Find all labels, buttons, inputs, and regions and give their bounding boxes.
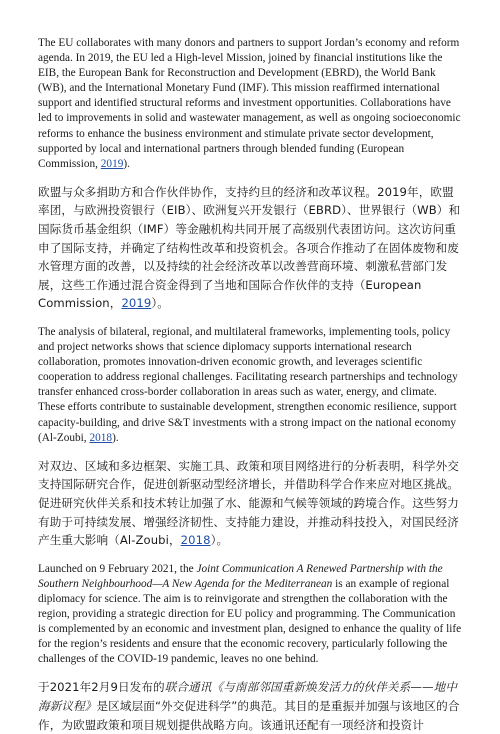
paragraph-text: The EU collaborates with many donors and partners to support Jordan’s economy and reform agenda. In 2019, the EU led a High-level Mission, joined by financial institutions like the EIB, the European Bank for Reconstruction and Development (EBRD), the World Bank (WB), and the International Monetary Fund (IMF). This mission reaffirmed international support and identified structural reforms and investment opportunities. Collaborations have led to improvements in solid and wastewater management, as well as ongoing socioeconomic reforms to enhance the business environment and stimulate private sector development, supported by local and international partners through blended funding (European Commission, xyxy=(38,37,461,170)
paragraph-end: ). xyxy=(123,157,130,170)
paragraph-text: 是区域层面“外交促进科学”的典范。其目的是重振并加强与该地区的合作，为欧盟政策和项目规划提供战略方向。该通讯还配有一项经济和投资计 xyxy=(38,698,460,732)
paragraph-end: ). xyxy=(112,431,119,444)
document-title: 联合通讯《与南部邻国重新焕发活力的伙伴关系——地中海新议程》 xyxy=(38,680,458,713)
paragraph-end: ）。 xyxy=(151,296,169,311)
paragraph-text: 欧盟与众多捐助方和合作伙伴协作，支持约旦的经济和改革议程。2019年，欧盟率团，与欧洲投资银行（EIB）、欧洲复兴开发银行（EBRD）、世界银行（WB）和国际货币基金组织（IMF）等金融机构共同开展了高级别代表团访问。这次访问重申了国际支持，并确定了结构性改革和投资机会。各项合作推动了在固体废物和废水管理方面的改善，以及持续的社会经济改革以改善营商环境、刺激私营部门发展，这些工作通过混合资金得到了当地和国际合作伙伴的支持（European Commission， xyxy=(38,184,461,311)
paragraph-text: 对双边、区域和多边框架、实施工具、政策和项目网络进行的分析表明，科学外交支持国际研究合作，促进创新驱动型经济增长，并借助科学合作来应对地区挑战。促进研究伙伴关系和技术转让加强了水、能源和气候等领域的跨境合作。这些努力有助于可持续发展、增强经济韧性、支持能力建设，并推动科技投入，对国民经济产生重大影响（Al-Zoubi， xyxy=(38,458,459,548)
citation-link[interactable]: 2019 xyxy=(100,157,124,170)
paragraph-en-3 xyxy=(38,562,464,668)
paragraph-text: The analysis of bilateral, regional, and multilateral frameworks, implementing tools, policy and project networks shows that science diplomacy supports international research collaboration, promotes innovation-driven economic growth, and leverages scientific cooperation to address regional challenges. Facilitating research partnerships and technology transfer enhanced cross-border collaboration in areas such as water, energy, and climate. These efforts contribute to sustainable development, strengthen economic resilience, support capacity-building, and drive S&T investments with a strong impact on the national economy (Al-Zoubi, xyxy=(38,326,458,444)
paragraph-text: 于2021年2月9日发布的 xyxy=(38,680,165,695)
citation-link[interactable]: 2019 xyxy=(121,296,152,311)
paragraph-text: is an example of regional diplomacy for science. The aim is to reinvigorate and strengthen the collaboration with the region, providing a strategic direction for EU policy and programming. The Communication is complemented by an economic and investment plan, designed to enhance the quality of life for the region’s residents and ensure that the economic recovery, particularly following the challenges of the COVID-19 pandemic, leaves no one behind. xyxy=(38,577,462,666)
paragraph-en-1 xyxy=(38,36,464,172)
paragraph-text: Launched on 9 February 2021, the xyxy=(38,562,197,575)
paragraph-zh-3 xyxy=(38,678,464,734)
paragraph-end: ）。 xyxy=(210,533,229,548)
citation-link[interactable]: 2018 xyxy=(89,431,113,444)
paragraph-zh-2 xyxy=(38,457,464,550)
paragraph-zh-1 xyxy=(38,183,464,313)
citation-link[interactable]: 2018 xyxy=(180,533,211,548)
paragraph-en-2 xyxy=(38,325,464,446)
document-title: Joint Communication A Renewed Partnership with the Southern Neighbourhood—A New Agenda for the Mediterranean xyxy=(38,562,443,590)
